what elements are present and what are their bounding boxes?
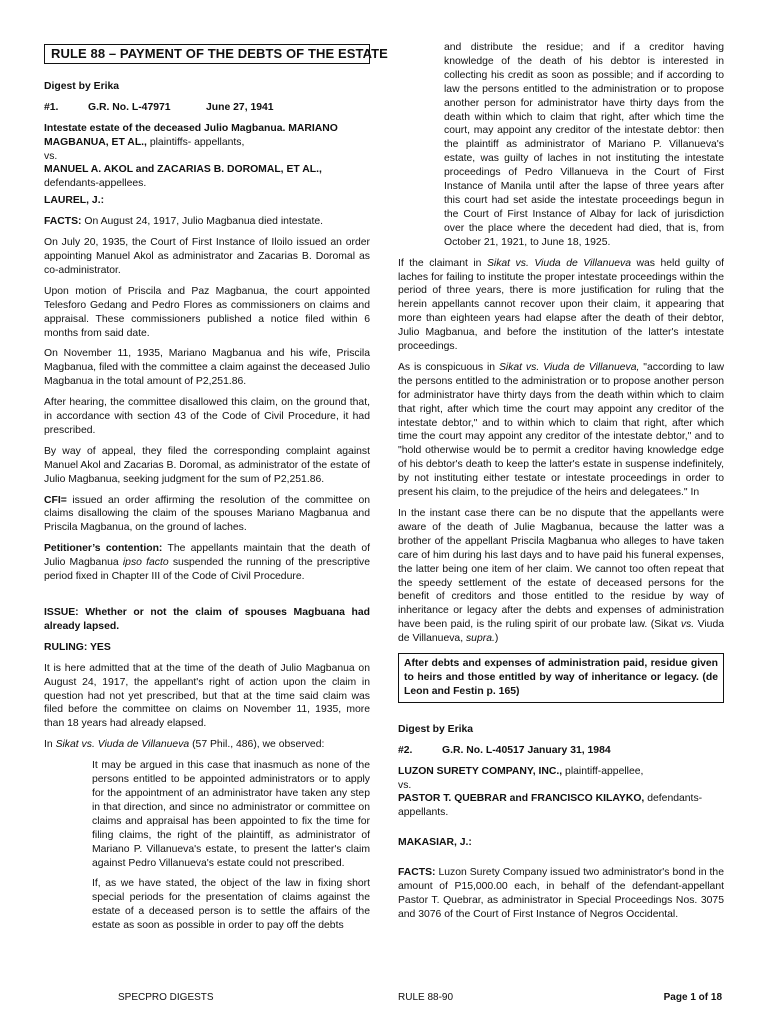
digest-author: Digest by Erika [44,80,120,92]
facts-text-2: Luzon Surety Company issued two administrator's bond in the amount of P15,000.00 each, in behalf of the defendant-appellant Pastor T. Quebrar, as administrator in Special Proceedings Nos. 3075 and 3076 of the Court of First Instance of Negros Occidental. [398,867,724,920]
defendants-role-2: defendants-appellants. [398,793,703,819]
ruling-paragraph-1: It is here admitted that at the time of the death of Julio Magbanua on August 24, 1917, the appellant's right of action upon the claim in question had not yet prescribed, but that at the time said claim was filed before the committee on claims on November 11, 1935, more than 18 years had already elapsed. [44,662,370,730]
para-1-lead: If the claimant in [398,257,482,269]
facts-paragraph-1 [44,215,370,229]
para-1-tail: was held guilty of laches for failing to institute the proper intestate proceedings within the period of three years, there is more justification for ruling that the herein appellants cannot recover upon their claim, it appearing that more than eighteen years had elapse after the death of their debtor, Julio Magbanua, and before the institution of the latter's intestate proceedings. [398,257,725,353]
versus-2: vs. [398,779,412,791]
para-3-supra: supra. [465,633,495,645]
footer-left: SPECPRO DIGESTS [118,992,214,1003]
gr-number-2: G.R. No. L-40517 January 31, 1984 [442,744,611,756]
petitioner-label: Petitioner’s contention: [44,543,163,555]
quote-continuation: and distribute the residue; and if a creditor having knowledge of the death of his debtor is interested in collecting his credit as soon as possible; and if according to law the persons entitled to the administration or to propose another person for administrator have thirty days from the death within which to claim that right, after which time the court, may appoint any creditor of the intestate debtor: then the plaintiff as administrator of Mariano P. Villanueva's estate, was guilty of laches in not instituting the intestate proceedings of Pedro Villanueva in the Court of First Instance of Manila until after the lapse of three years after this court had set aside the intestate proceedings begun in the Court of First Instance of Albay for lack of jurisdiction over the place where the decedent had died, that is, from October 21, 1921, to June 18, 1925. [444,42,724,248]
facts-label-2: FACTS: [398,867,436,879]
page-title: RULE 88 – PAYMENT OF THE DEBTS OF THE ESTATE [44,44,370,64]
facts-paragraph-5: After hearing, the committee disallowed this claim, on the ground that, in accordance with section 43 of the Code of Civil Procedure, it had prescribed. [44,397,370,436]
case-header-2 [398,744,724,758]
facts-paragraph-6: By way of appeal, they filed the corresponding complaint against Manuel Akol and Zacarias B. Doromal, as administrator of the estate of Julio Magbanua, seeking judgment for the sum of P2,251.86. [44,445,370,485]
facts-paragraph-2: On July 20, 1935, the Court of First Instance of Iloilo issued an order appointing Manuel Akol as administrator and Zacarias B. Doromal as co-administrator. [44,237,370,276]
parties-defendants-2: PASTOR T. QUEBRAR and FRANCISCO KILAYKO, [398,793,645,805]
versus: vs. [44,150,58,162]
case-parties-2 [398,765,724,821]
para-3-case: Viuda de Villanueva, [398,619,724,645]
petitioner-text-b: suspended the running of the prescriptive period fixed in Chapter III of the Code of Civil Procedure. [44,557,370,583]
analysis-paragraph-1 [398,257,724,354]
case-parties [44,122,370,192]
facts-label: FACTS: [44,216,82,228]
case-date: June 27, 1941 [206,101,274,113]
para-2-case-cite: Sikat vs. Viuda de Villanueva, [498,361,640,373]
footer-page-number: Page 1 of 18 [663,992,722,1003]
para-3-lead: In the instant case there can be no dispute that the appellants were aware of the death of Julie Magbanua, because the latter was a brother of the appellant Priscila Magbanua who alleges to have taken care of him during his last days and to have paid his funeral expenses, the latter being one item of her claim. We cannot too often repeat that the speedy settlement of the estate of deceased persons for the benefit of creditors and those entitled to the residue by way of inheritance or legacy after the debts and expenses of administration have been paid, is the ruling spirit of our probate law. (Sikat [398,508,724,631]
parties-plaintiffs: Intestate estate of the deceased Julio Magbanua. MARIANO MAGBANUA, ET AL., [44,122,338,148]
facts-paragraph-4: On November 11, 1935, Mariano Magbanua and his wife, Priscila Magbanua, filed with the committee a claim against the deceased Julio Magbanua in the total amount of P2,251.86. [44,348,370,388]
cfi-label: CFI= [44,494,67,506]
gr-number: G.R. No. L-47971 [88,101,171,113]
digest-author-2: Digest by Erika [398,723,474,735]
cfi-text: issued an order affirming the resolution of the committee on claims disallowing the claim of the spouses Mariano Magbanua and Priscila Magbanua, on the ground of laches. [44,494,370,534]
ipso-facto: ipso facto [122,557,169,569]
para-1-case-cite: Sikat vs. Viuda de Villanueva [486,257,631,269]
cfi-paragraph [44,494,370,536]
facts-text-1: On August 24, 1917, Julio Magbanua died intestate. [84,216,324,228]
case-header [44,101,370,115]
petitioner-text-a: The appellants maintain that the death of Julio Magbanua [44,543,370,569]
left-column [44,44,388,940]
right-column [398,44,724,929]
para-3-close: ) [494,633,499,645]
ruling-heading: RULING: YES [44,641,111,653]
facts-paragraph-2-case [398,866,724,922]
quote-paragraph-1: It may be argued in this case that inasmuch as none of the persons entitled to be appointed administrators or to apply for the appointment of an administrator have taken any step in that direction, and since no administrator or committee on claims and appraisal has been appointed to fix the time for filing claims, the right of the plaintiff, as administrator of Mariano P. Villanueva's estate, to present the latter's claim against Pedro Villanueva's estate could not prescribed. [92,760,370,869]
facts-paragraph-3: Upon motion of Priscila and Paz Magbanua, the court appointed Telesforo Gedang and Pedro Flores as commissioners on claims and appraisal. These commissioners published a notice filed within 6 months from said date. [44,285,370,339]
defendants-role: defendants-appellees. [44,178,147,190]
ruling-paragraph-2 [44,738,370,752]
plaintiff-role-2: plaintiff-appellee, [565,765,644,777]
issue-heading: ISSUE: Whether or not the claim of spouses Magbuana had already lapsed. [44,607,370,632]
footer-middle: RULE 88-90 [398,992,454,1003]
parties-defendants: MANUEL A. AKOL and ZACARIAS B. DOROMAL, ET AL., [44,164,322,176]
para-3-vs: vs. [680,619,695,631]
ruling-2-tail: (57 Phil., 486), we observed: [192,739,325,751]
case-number-2: #2. [398,744,413,756]
parties-plaintiff-2: LUZON SURETY COMPANY, INC., [398,765,563,777]
quote-paragraph-2: If, as we have stated, the object of the law in fixing short special periods for the presentation of claims against the estate of a deceased person is to settle the affairs of the estate as soon as possible in order to pay off the debts [92,878,370,932]
petitioner-paragraph [44,542,370,584]
ponente-2: MAKASIAR, J.: [398,837,472,849]
para-2-tail: "according to law the persons entitled to the administration or to propose another person for administrator have thirty days from the death within which to claim that right, after which time the court may appoint any creditor of the intestate debtor," and to within which to claim that right, after which time the court may appoint any creditor of the intestate debtor," and to "hold otherwise would be to permit a creditor having knowledge edge of his debtor's death to keep the latter's estate in suspense indefinitely, by not instituting either testate or intestate proceedings in order to present his claim, to the prejudice of the heirs and delegatees." In [398,361,725,499]
ponente: LAUREL, J.: [44,195,105,207]
ruling-2-case-cite: Sikat vs. Viuda de Villanueva [55,739,190,751]
case-number: #1. [44,101,59,113]
plaintiffs-role: plaintiffs- appellants, [149,136,245,148]
analysis-paragraph-2 [398,361,724,500]
doctrine-box: After debts and expenses of administration paid, residue given to heirs and those entitled by way of inheritance or legacy. (de Leon and Festin p. 165) [398,653,724,703]
analysis-paragraph-3 [398,507,724,646]
para-2-lead: As is conspicuous in [398,361,496,373]
ruling-2-lead: In [44,739,53,751]
